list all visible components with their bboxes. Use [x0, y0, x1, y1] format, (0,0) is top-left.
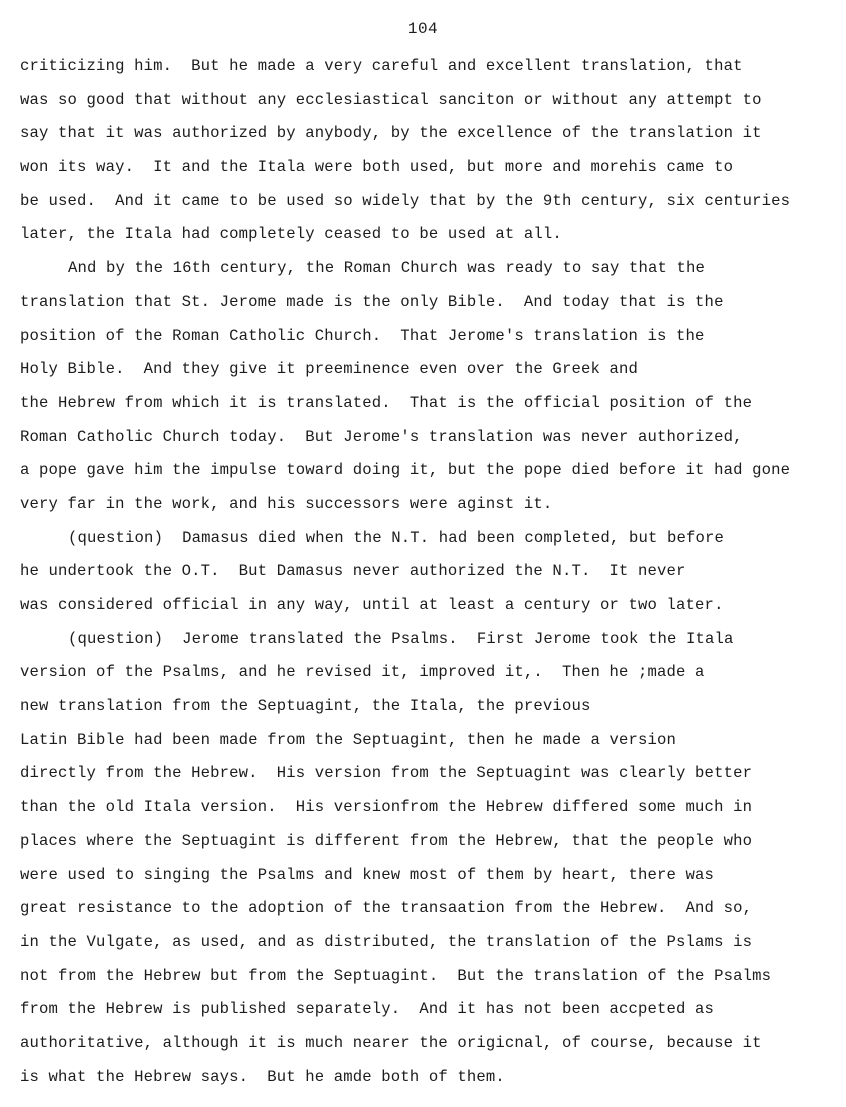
text-line: were used to singing the Psalms and knew most of them by heart, there was — [20, 865, 715, 884]
text-line: from the Hebrew is published separately. And it has not been accpeted as — [20, 1000, 715, 1019]
text-line: he undertook the O.T. But Damasus never authorized the N.T. It never — [20, 562, 686, 581]
text-line: very far in the work, and his successors were aginst it. — [20, 494, 553, 513]
text-line: Holy Bible. And they give it preeminence even over the Greek and — [20, 360, 639, 379]
text-line: directly from the Hebrew. His version from the Septuagint was clearly better — [20, 764, 753, 783]
text-line: position of the Roman Catholic Church. That Jerome's translation is the — [20, 326, 705, 345]
text-line: say that it was authorized by anybody, by the excellence of the translation it — [20, 124, 762, 143]
text-line: is what the Hebrew says. But he amde both of them. — [20, 1067, 505, 1086]
text-line: new translation from the Septuagint, the Itala, the previous — [20, 697, 591, 716]
text-line: And by the 16th century, the Roman Church was ready to say that the — [68, 259, 706, 278]
text-line: great resistance to the adoption of the transaation from the Hebrew. And so, — [20, 899, 753, 918]
text-line: the Hebrew from which it is translated. That is the official position of the — [20, 393, 753, 412]
text-line: (question) Damasus died when the N.T. had been completed, but before — [68, 528, 725, 547]
page-number: 104 — [407, 20, 439, 38]
text-line: be used. And it came to be used so widely that by the 9th century, six centuries — [20, 191, 791, 210]
text-line: version of the Psalms, and he revised it, improved it,. Then he ;made a — [20, 663, 705, 682]
text-line: places where the Septuagint is different from the Hebrew, that the people who — [20, 831, 753, 850]
text-line: authoritative, although it is much nearer the origicnal, of course, because it — [20, 1033, 762, 1052]
text-line: in the Vulgate, as used, and as distributed, the translation of the Pslams is — [20, 932, 753, 951]
text-line: criticizing him. But he made a very careful and excellent translation, that — [20, 57, 743, 75]
text-line: a pope gave him the impulse toward doing it, but the pope died before it had gone — [20, 461, 791, 480]
text-line: not from the Hebrew but from the Septuagint. But the translation of the Psalms — [20, 966, 772, 985]
text-line: Roman Catholic Church today. But Jerome's translation was never authorized, — [20, 427, 743, 446]
body-text — [20, 53, 840, 1097]
text-line: than the old Itala version. His versionfrom the Hebrew differed some much in — [20, 798, 753, 817]
text-line: won its way. It and the Itala were both used, but more and morehis came to — [20, 158, 734, 177]
text-line: was considered official in any way, until at least a century or two later. — [20, 596, 724, 614]
text-line: Latin Bible had been made from the Septuagint, then he made a version — [20, 730, 677, 749]
text-line: was so good that without any ecclesiastical sanciton or without any attempt to — [20, 90, 762, 109]
text-line: later, the Itala had completely ceased to be used at all. — [20, 225, 562, 244]
text-line: translation that St. Jerome made is the only Bible. And today that is the — [20, 292, 724, 311]
text-line: (question) Jerome translated the Psalms. First Jerome took the Itala — [68, 629, 734, 648]
